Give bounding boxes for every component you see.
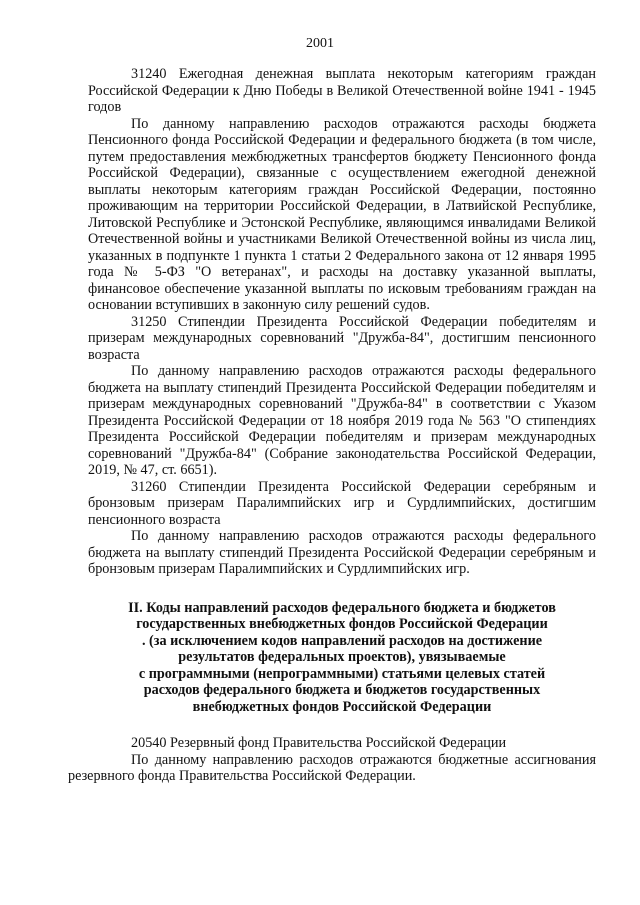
heading-line: II. Коды направлений расходов федерального бюджета и бюджетов <box>128 599 556 616</box>
section-text-31260: По данному направлению расходов отражаются расходы федерального бюджета на выплату стипендий Президента Российской Федерации серебряным и бронзовым призерам Паралимпийских и Сурдлимпийских игр. <box>88 528 596 577</box>
section-title-31260: 31260 Стипендии Президента Российской Федерации серебряным и бронзовым призерам Паралимпийских игр и Сурдлимпийских, достигшим пенсионного возраста <box>88 478 596 528</box>
heading-line: государственных внебюджетных фондов Российской Федерации <box>136 616 548 632</box>
section-text-31240: По данному направлению расходов отражаются расходы бюджета Пенсионного фонда Российской Федерации и федерального бюджета (в том числе, путем предоставления межбюджетных трансфертов бюджету Пенсионного фонда Российской Федерации), связанные с осуществлением ежегодной денежной выплаты некоторым категориям граждан Российской Федерации, постоянно проживающим на территории Российской Федерации, в Латвийской Республике, Литовской Республике и Эстонской Республике, являющимся инвалидами Великой Отечественной войны и участниками Великой Отечественной войны из числа лиц, указанных в подпункте 1 пункта 1 статьи 2 Федерального закона от 12 января 1995 года № 5-ФЗ "О ветеранах", и расходы на доставку указанной выплаты, финансовое обеспечение указанной выплаты по исковым требованиям граждан на основании вступивших в законную силу решений судов. <box>88 115 596 313</box>
section-title-31250: 31250 Стипендии Президента Российской Федерации победителям и призерам международных соревнований "Дружба-84", достигшим пенсионного возраста <box>88 313 596 363</box>
document-body <box>68 66 596 785</box>
section-text-31250: По данному направлению расходов отражаются расходы федерального бюджета на выплату стипендий Президента Российской Федерации победителям и призерам международных соревнований "Дружба-84" в соответствии с Указом Президента Российской Федерации от 18 ноября 2019 года № 563 "О стипендиях Президента Российской Федерации победителям и призерам международных соревнований "Дружба-84" (Собрание законодательства Российской Федерации, 2019, № 47, ст. 6651). <box>88 363 596 478</box>
section-20540 <box>68 735 596 785</box>
heading-line: . (за исключением кодов направлений расходов на достижение <box>141 632 543 649</box>
section-title-20540: 20540 Резервный фонд Правительства Российской Федерации <box>131 735 507 751</box>
section-title-31240: 31240 Ежегодная денежная выплата некоторым категориям граждан Российской Федерации к Дню Победы в Великой Отечественной войне 1941 - 1945 годов <box>88 66 596 115</box>
heading-line: расходов федерального бюджета и бюджетов государственных <box>143 682 541 698</box>
heading-line: результатов федеральных проектов), увязываемые <box>178 649 506 665</box>
chapter-heading <box>88 600 596 716</box>
page-number: 2001 <box>306 36 334 51</box>
heading-line: внебюджетных фондов Российской Федерации <box>192 698 492 715</box>
heading-line: с программными (непрограммными) статьями целевых статей <box>138 665 546 682</box>
section-text-20540: По данному направлению расходов отражаются бюджетные ассигнования резервного фонда Правительства Российской Федерации. <box>68 751 596 784</box>
